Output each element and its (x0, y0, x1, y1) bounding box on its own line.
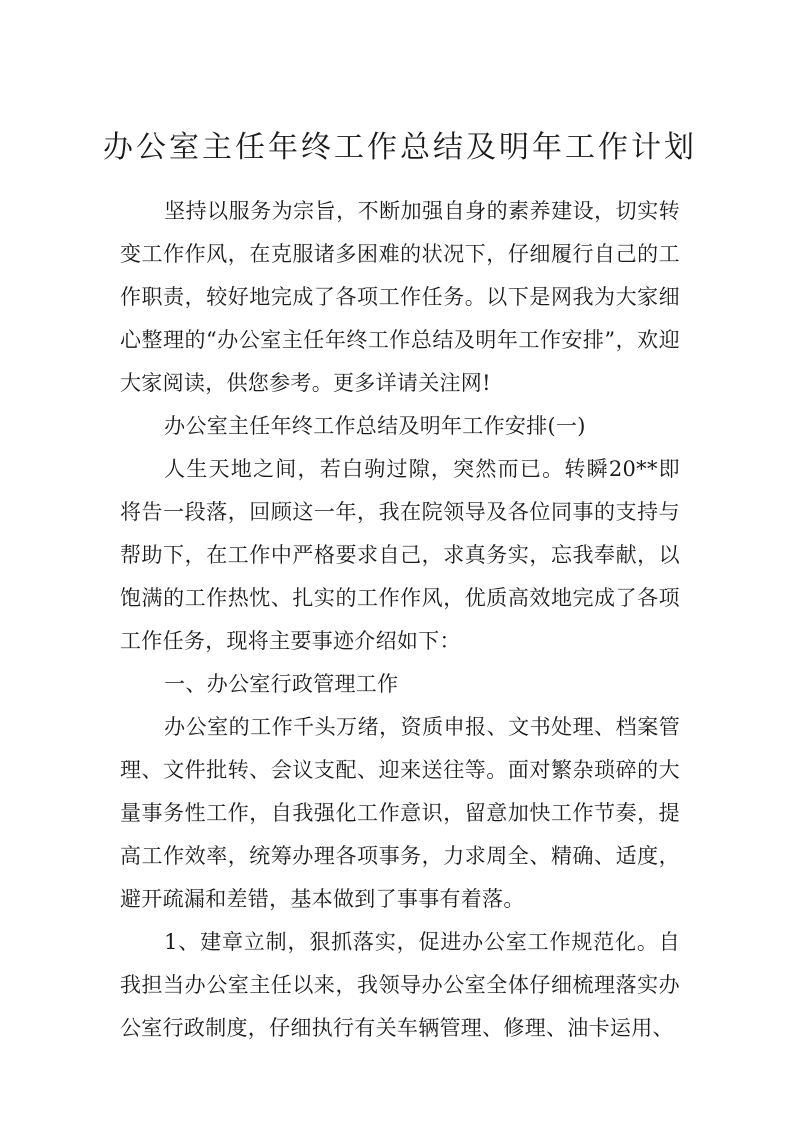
section-heading-part-one: 办公室主任年终工作总结及明年工作安排(一) (164, 414, 586, 438)
document-body (120, 190, 680, 1050)
document-title: 办公室主任年终工作总结及明年工作计划 (103, 130, 697, 165)
section-heading-admin-work: 一、办公室行政管理工作 (164, 672, 399, 696)
rules-paragraph: 1、建章立制，狠抓落实，促进办公室工作规范化。自我担当办公室主任以来，我领导办公室全体仔细梳理落实办公室行政制度，仔细执行有关车辆管理、修理、油卡运用、 (120, 930, 680, 1040)
intro-paragraph: 坚持以服务为宗旨，不断加强自身的素养建设，切实转变工作作风，在克服诸多困难的状况下，仔细履行自己的工作职责，较好地完成了各项工作任务。以下是网我为大家细心整理的“办公室主任年终工作总结及明年工作安排”，欢迎大家阅读，供您参考。更多详请关注网! (120, 199, 680, 395)
opening-paragraph: 人生天地之间，若白驹过隙，突然而已。转瞬20**即将告一段落，回顾这一年，我在院领导及各位同事的支持与帮助下，在工作中严格要求自己，求真务实，忘我奉献，以饱满的工作热忱、扎实的工作作风，优质高效地完成了各项工作任务，现将主要事迹介绍如下： (120, 457, 680, 653)
admin-work-paragraph: 办公室的工作千头万绪，资质申报、文书处理、档案管理、文件批转、会议支配、迎来送往等。面对繁杂琐碎的大量事务性工作，自我强化工作意识，留意加快工作节奏，提高工作效率，统筹办理各项事务，力求周全、精确、适度，避开疏漏和差错，基本做到了事事有着落。 (120, 715, 680, 911)
